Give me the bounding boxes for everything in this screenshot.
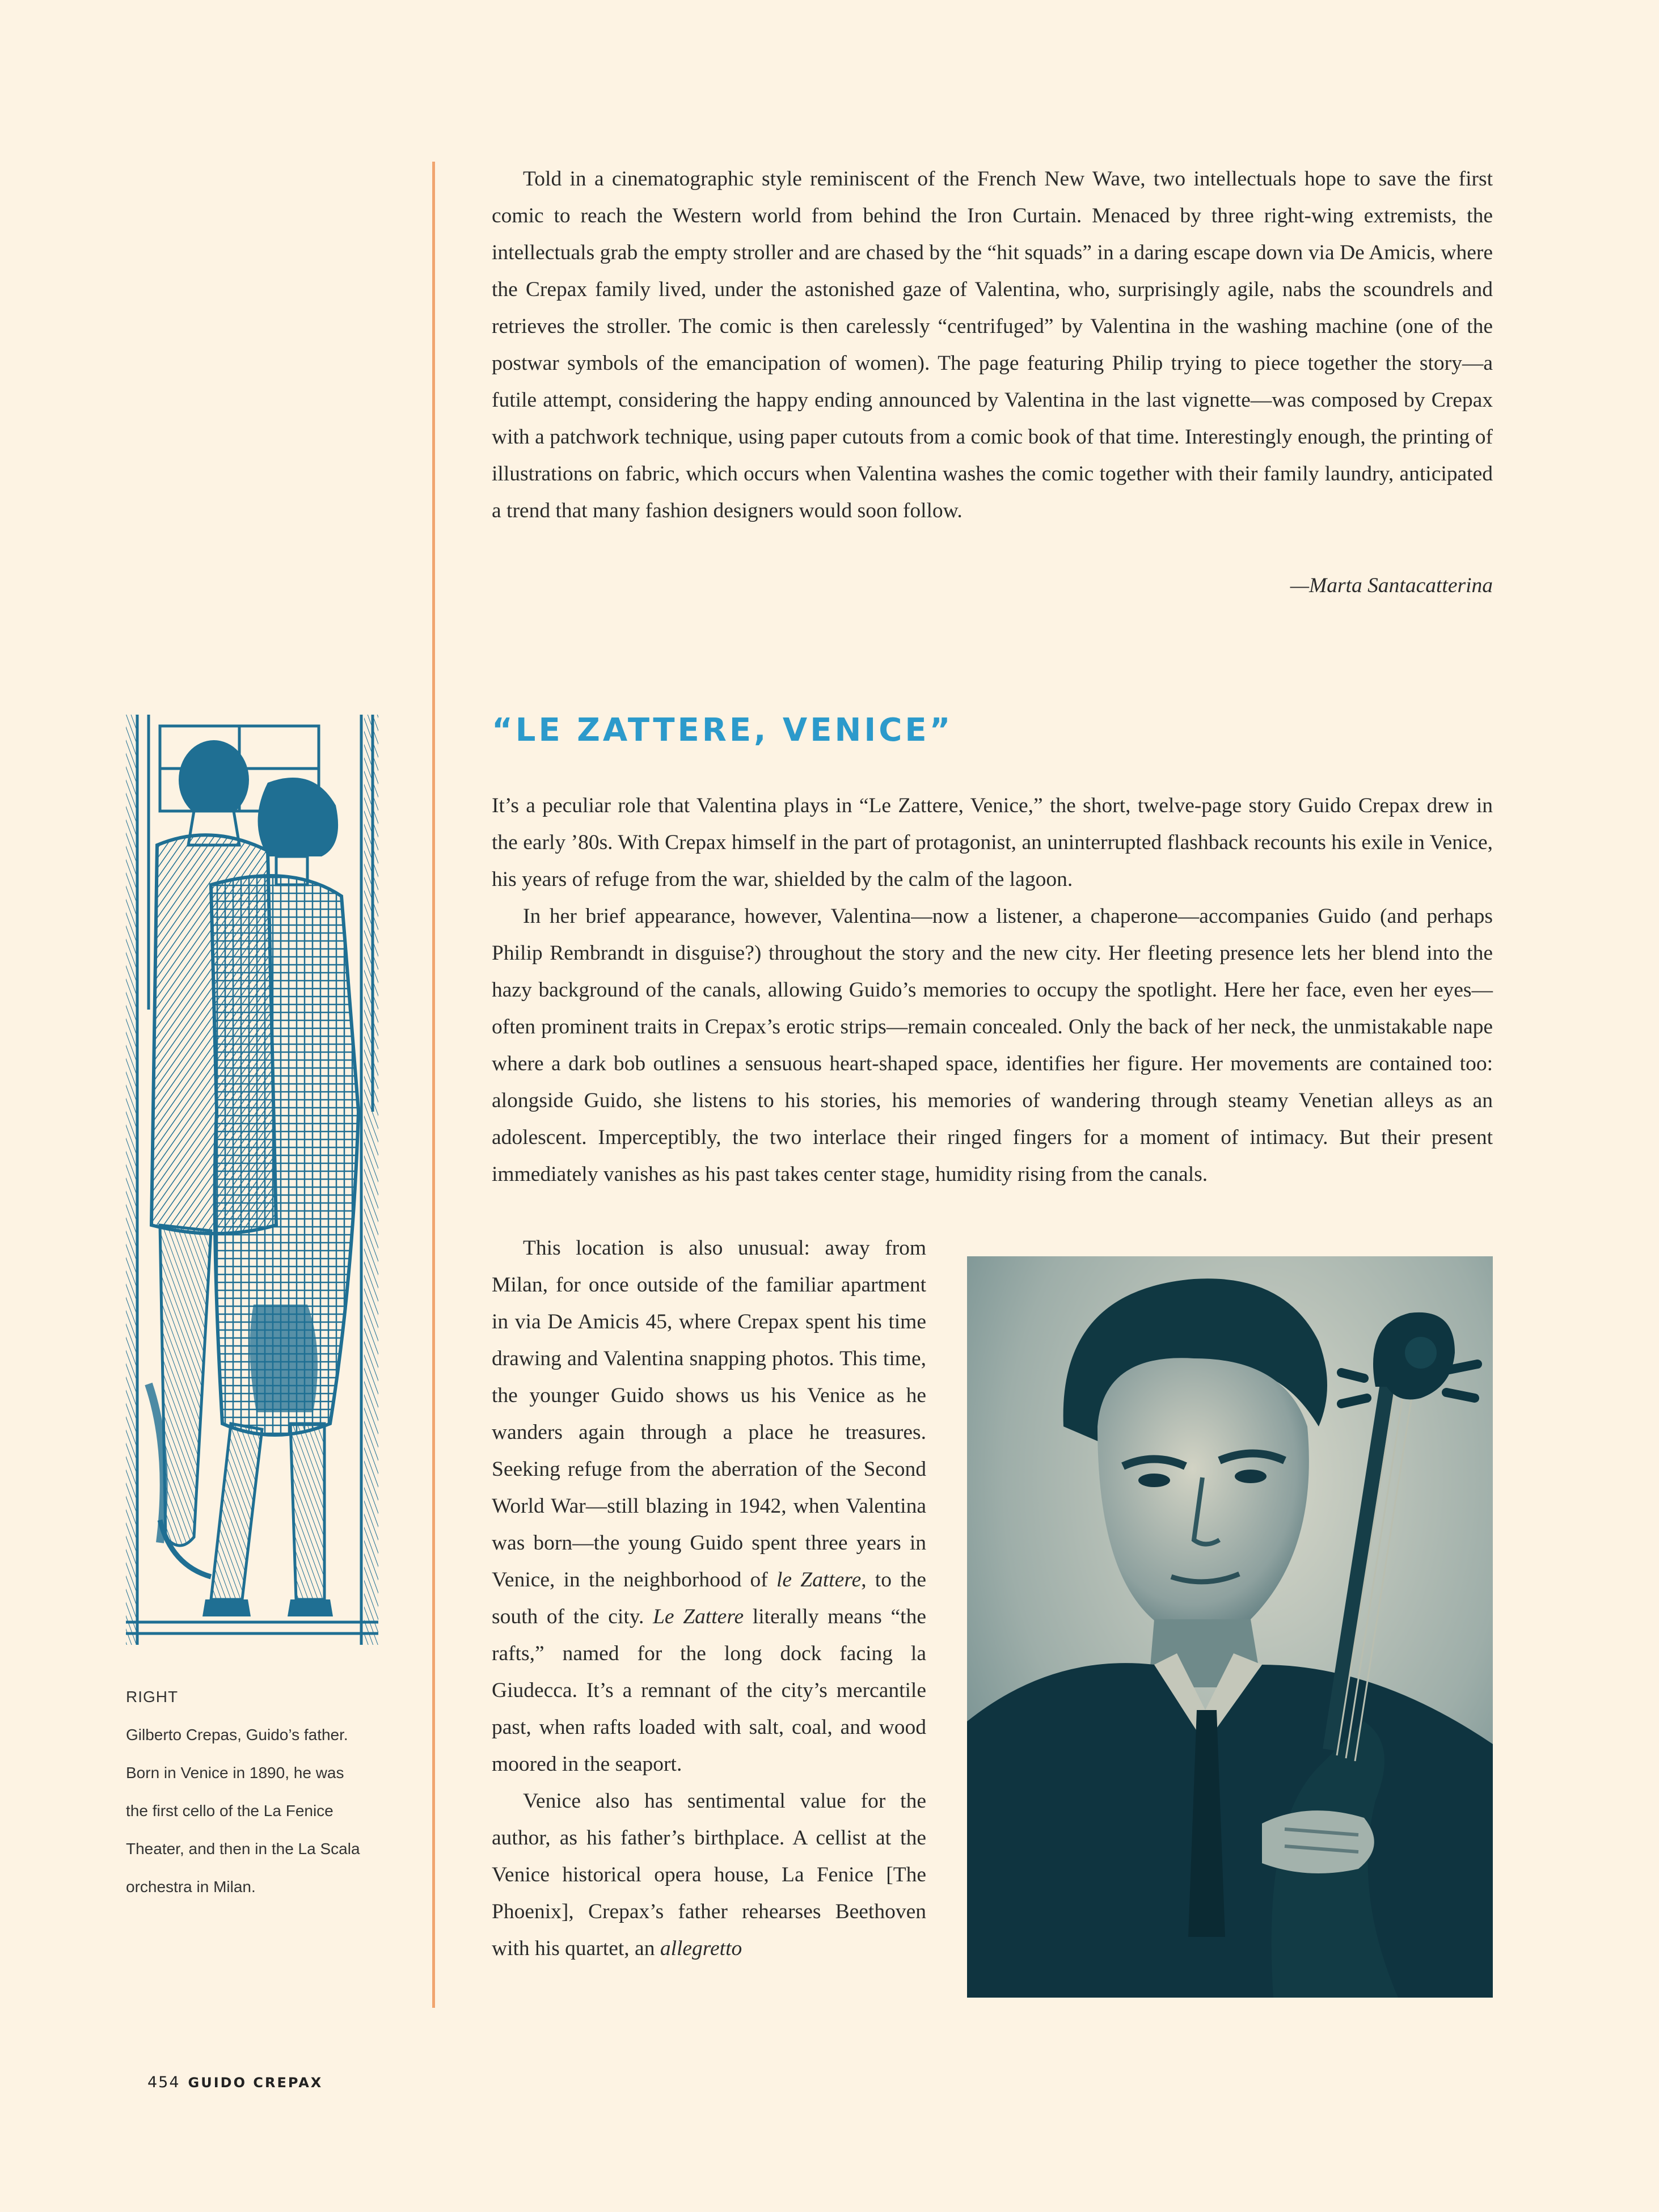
couple-illustration bbox=[126, 715, 378, 1645]
illustration-drawing bbox=[126, 715, 378, 1645]
running-head: GUIDO CREPAX bbox=[188, 2075, 323, 2091]
vertical-rule bbox=[432, 162, 435, 2008]
photo-image bbox=[967, 1256, 1493, 1998]
column-paragraph: Venice also has sentimental value for the author, as his father’s birthplace. A cellist at the Venice historical opera house, La Fenice [The Phoenix], Crepax’s father rehearses Beethoven with his quartet, an allegretto bbox=[492, 1789, 926, 1960]
page-number: 454 bbox=[147, 2074, 180, 2091]
cellist-photograph bbox=[967, 1256, 1493, 1998]
body-paragraph: In her brief appearance, however, Valentina—now a listener, a chaperone—accompanies Guido (and perhaps Philip Rembrandt in disguise?) throughout the story and the new city. Her fleeting presence lets her blend into the hazy background of the canals, allowing Guido’s memories to occupy the spotlight. Here her face, even her eyes—often prominent traits in Crepax’s erotic strips—remain concealed. Only the back of her neck, the unmistakable nape where a dark bob outlines a sensuous heart-shaped space, identifies her figure. Her movements are contained too: alongside Guido, she listens to his stories, his memories of wandering through steamy Venetian alleys as an adolescent. Imperceptibly, the two interlace their ringed fingers for a moment of intimacy. But their present immediately vanishes as his past takes center stage, humidity rising from the canals. bbox=[492, 905, 1493, 1186]
narrow-column bbox=[492, 1230, 926, 1967]
intro-text bbox=[492, 161, 1493, 529]
section-body bbox=[492, 787, 1493, 1193]
author-signature: —Marta Santacatterina bbox=[1290, 574, 1493, 597]
page-footer bbox=[147, 2074, 323, 2091]
caption-line: Born in Venice in 1890, he was bbox=[126, 1764, 344, 1782]
body-paragraph: It’s a peculiar role that Valentina plays in “Le Zattere, Venice,” the short, twelve-page story Guido Crepax drew in the early ’80s. With Crepax himself in the part of protagonist, an uninterrupted flashback recounts his exile in Venice, his years of refuge from the war, shielded by the calm of the lagoon. bbox=[492, 794, 1493, 891]
intro-paragraph: Told in a cinematographic style reminiscent of the French New Wave, two intellectuals hope to save the first comic to reach the Western world from behind the Iron Curtain. Menaced by three right-wing extremists, the intellectuals grab the empty stroller and are chased by the “hit squads” in a daring escape down via De Amicis, where the Crepax family lived, under the astonished gaze of Valentina, who, surprisingly agile, nabs the scoundrels and retrieves the stroller. The comic is then carelessly “centrifuged” by Valentina in the washing machine (one of the postwar symbols of the emancipation of women). The page featuring Philip trying to piece together the story—a futile attempt, considering the happy ending announced by Valentina in the last vignette—was composed by Crepax with a patchwork technique, using paper cutouts from a comic book of that time. Interestingly enough, the printing of illustrations on fabric, which occurs when Valentina washes the comic together with their family laundry, anticipated a trend that many fashion designers would soon follow. bbox=[492, 167, 1493, 522]
caption-line: the first cello of the La Fenice bbox=[126, 1802, 334, 1820]
caption-line: Gilberto Crepas, Guido’s father. bbox=[126, 1726, 348, 1744]
section-title: “LE ZATTERE, VENICE” bbox=[492, 712, 953, 749]
caption-line: Theater, and then in the La Scala bbox=[126, 1840, 360, 1858]
caption-line: orchestra in Milan. bbox=[126, 1878, 256, 1896]
column-paragraph: This location is also unusual: away from Milan, for once outside of the familiar apartment in via De Amicis 45, where Crepax spent his time drawing and Valentina snapping photos. This time, the younger Guido shows us his Venice as he wanders again through a place he treasures. Seeking refuge from the aberration of the Second World War—still blazing in 1942, when Valentina was born—the young Guido spent three years in Venice, in the neighborhood of le Zattere, to the south of the city. Le Zattere literally means “the rafts,” named for the long dock facing la Giudecca. It’s a remnant of the city’s mercantile past, when rafts loaded with salt, coal, and wood moored in the seaport. bbox=[492, 1236, 927, 1776]
caption-label: RIGHT bbox=[126, 1688, 179, 1706]
photo-caption bbox=[126, 1678, 387, 1906]
